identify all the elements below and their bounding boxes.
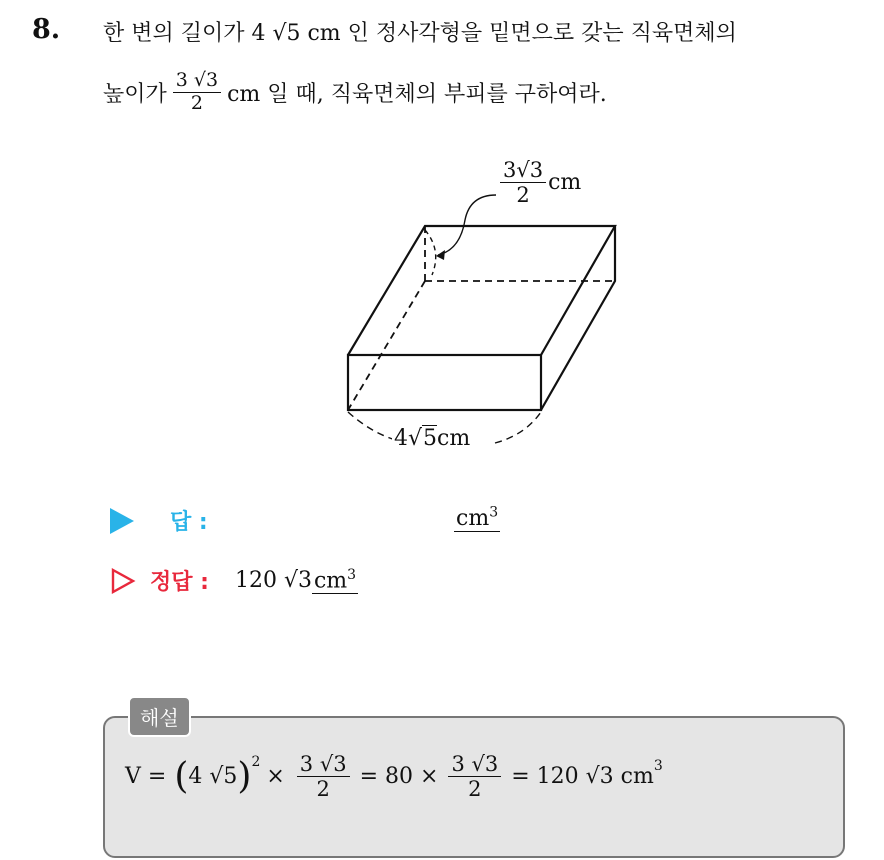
figure-base-label: 4√5cm (394, 426, 471, 451)
solution-lhs: V = (125, 764, 167, 790)
solution-times: × (266, 764, 285, 790)
solution-fraction2-num: 3 √3 (448, 752, 501, 777)
outline-triangle-icon (110, 568, 136, 594)
cuboid-diagram (300, 150, 640, 460)
question-line2-prefix: 높이가 (103, 81, 167, 107)
solution-paren-exp: 2 (251, 754, 261, 770)
solution-paren-inner: 4 √5 (188, 764, 238, 790)
answer-blank-row (110, 505, 208, 536)
solution-fraction1 (297, 752, 350, 801)
figure-base-root: 5 (423, 426, 438, 451)
solution-equation (125, 752, 663, 801)
correct-answer-unit-text: cm (313, 568, 348, 594)
figure-base-coef: 4 (394, 426, 408, 451)
height-fraction (173, 70, 221, 115)
answer-blank-unit-exp: 3 (489, 505, 499, 521)
figure-height-num: 3√3 (500, 158, 546, 183)
solution-open-paren: ( (174, 755, 189, 797)
right-side-edges (541, 226, 615, 410)
height-fraction-denominator: 2 (190, 91, 203, 114)
correct-answer-label: 정답 : (150, 570, 209, 595)
figure-height-unit: cm (548, 170, 582, 196)
figure-height-label (500, 158, 581, 207)
question-line2-suffix: cm 일 때, 직육면체의 부피를 구하여라. (227, 81, 607, 107)
correct-answer-row (110, 565, 358, 596)
solution-fraction2 (448, 752, 501, 801)
solution-fraction1-den: 2 (316, 777, 330, 802)
height-leader-arrowhead (436, 250, 445, 260)
height-indicator-arc (425, 230, 436, 275)
top-face-edges (348, 226, 615, 355)
answer-label: 답 : (170, 510, 208, 535)
base-dimension-arc-right (495, 412, 541, 443)
solution-tag: 해설 (128, 696, 191, 737)
solution-eq2: = 80 × (359, 764, 439, 790)
correct-answer-unit (312, 567, 358, 594)
question-text-line1: 한 변의 길이가 4 √5 cm 인 정사각형을 밑면으로 갖는 직육면체의 (103, 21, 737, 46)
solution-fraction2-den: 2 (468, 777, 482, 802)
figure-height-den: 2 (516, 183, 530, 208)
hidden-depth-edge (348, 281, 425, 410)
solution-close-paren: ) (237, 755, 252, 797)
solution-fraction1-num: 3 √3 (297, 752, 350, 777)
front-face (348, 355, 541, 410)
answer-blank-unit-text: cm (456, 506, 490, 532)
play-triangle-icon (110, 508, 134, 534)
correct-answer-value: 120 √3 (234, 568, 312, 593)
solution-result-exp: 3 (653, 758, 663, 774)
height-fraction-numerator: 3 √3 (173, 70, 221, 93)
solution-result: = 120 √3 cm (511, 764, 654, 790)
figure-base-unit: cm (437, 426, 471, 451)
correct-answer-unit-exp: 3 (347, 566, 357, 583)
answer-blank-unit[interactable] (454, 505, 500, 531)
question-number: 8. (32, 14, 61, 45)
question-text-line2 (103, 62, 607, 122)
cuboid-figure (300, 150, 640, 460)
